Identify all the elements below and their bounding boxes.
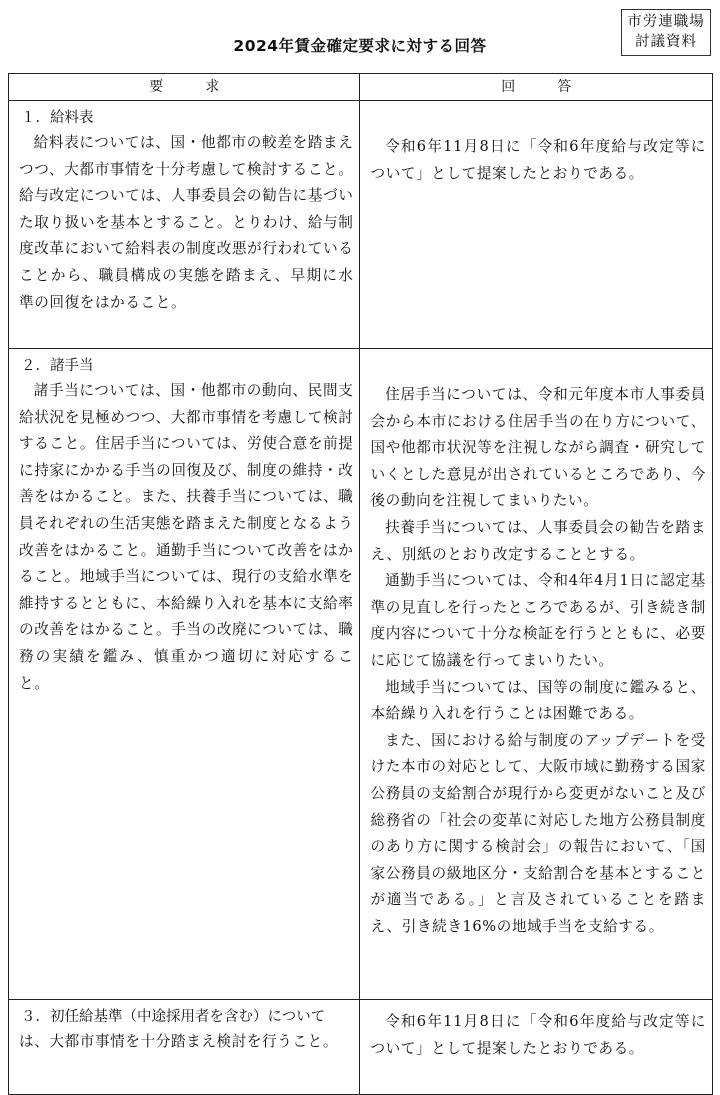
section-title: ２．諸手当 [21, 358, 94, 374]
header-answer: 回 答 [360, 74, 713, 101]
request-cell [9, 101, 360, 349]
stamp-line-2: 討議資料 [635, 34, 697, 50]
answer-text: 令和6年11月8日に「令和6年度給与改定等について」として提案したとおりである。 [370, 1013, 706, 1057]
answer-text: 扶養手当については、人事委員会の勧告を踏まえ、別紙のとおり改定することとする。 [370, 518, 706, 563]
request-text: 諸手当については、国・他都市の動向、民間支給状況を見極めつつ、大都市事情を考慮して検討すること。住居手当については、労使合意を前提に持家にかかる手当の回復及び、制度の維持・改善をはかること。また、扶養手当については、職員それぞれの生活実態を踏まえた制度となるよう改善をはかること。通勤手当について改善をはかること。地域手当については、現行の支給水準を維持するとともに、本給繰り入れを基本に支給率の改善をはかること。手当の改廃については、職務の実績を鑑み、慎重かつ適切に対応すること。 [19, 382, 354, 692]
answer-text: 住居手当については、令和元年度本市人事委員会から本市における住居手当の在り方について、国や他都市状況等を注視しながら調査・研究していくとした意見が出されているところであり、今後の動向を注視してまいりたい。 [370, 386, 706, 510]
request-cell [9, 349, 360, 1000]
section-title: ３．初任給基準（中途採用者を含む）について [21, 1009, 326, 1025]
request-answer-table [8, 73, 713, 1095]
request-cell [9, 1000, 360, 1095]
page-title: 2024年賃金確定要求に対する回答 [233, 37, 487, 55]
answer-text: 通勤手当については、令和4年4月1日に認定基準の見直しを行ったところであるが、引き続き制度内容について十分な検証を行うとともに、必要に応じて協議を行ってまいりたい。 [370, 572, 706, 669]
answer-text: また、国における給与制度のアップデートを受けた本市の対応として、大阪市域に勤務する国家公務員の支給割合が現行から変更がないこと及び総務省の「社会の変革に対応した地方公務員制度のあり方に関する検討会」の報告において、「国家公務員の級地区分・支給割合を基本とすることが適当である。」と言及されていることを踏まえ、引き続き16%の地域手当を支給する。 [370, 731, 706, 935]
table-header-row [9, 74, 713, 101]
table-row [9, 101, 713, 349]
answer-cell [360, 349, 713, 1000]
answer-text: 地域手当については、国等の制度に鑑みると、本給繰り入れを行うことは困難である。 [370, 678, 706, 723]
table-row [9, 1000, 713, 1095]
table-row [9, 349, 713, 1000]
section-title: １．給料表 [21, 110, 94, 126]
request-text: 給料表については、国・他都市の較差を踏まえつつ、大都市事情を十分考慮して検討すること。給与改定については、人事委員会の勧告に基づいた取り扱いを基本とすること。とりわけ、給与制度改革において給料表の制度改悪が行われていることから、職員構成の実態を踏まえ、早期に水準の回復をはかること。 [19, 134, 354, 311]
header-request: 要 求 [9, 74, 360, 101]
answer-text: 令和6年11月8日に「令和6年度給与改定等について」として提案したとおりである。 [370, 138, 706, 182]
request-text: は、大都市事情を十分踏まえ検討を行うこと。 [19, 1033, 339, 1050]
stamp-line-1: 市労連職場 [627, 14, 705, 30]
answer-cell [360, 1000, 713, 1095]
answer-cell [360, 101, 713, 349]
